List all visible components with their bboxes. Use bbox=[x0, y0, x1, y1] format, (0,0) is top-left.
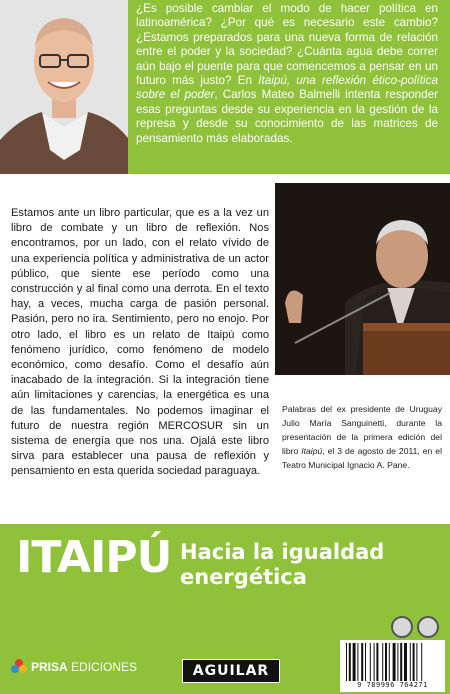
barcode-bars bbox=[344, 643, 441, 681]
caption-book-title: Itaipú bbox=[301, 445, 323, 456]
top-blurb-text-2: , Carlos Mateo Balmelli intenta responder esas preguntas desde su experiencia en la gestión de la represa y desde su conocimiento de las matrices de pensamiento más elaboradas. bbox=[136, 88, 438, 145]
photo-caption bbox=[282, 403, 442, 473]
author-photo bbox=[0, 0, 128, 174]
aguilar-logo: AGUILAR bbox=[182, 659, 280, 683]
prisa-flower-logo-icon bbox=[10, 658, 28, 676]
award-seal-icon bbox=[417, 616, 439, 638]
book-title: ITAIPÚ bbox=[16, 532, 172, 583]
subtitle-line-1: Hacia la igualdad bbox=[180, 540, 385, 564]
prisa-ediciones-logo bbox=[10, 658, 137, 676]
isbn-barcode bbox=[340, 640, 445, 692]
top-blurb-book-title: Itaipú, una reflexión ético-política sobre el poder bbox=[136, 74, 438, 102]
top-blurb-text-1: ¿Es posible cambiar el modo de hacer política en latinoamérica? ¿Por qué es necesario este cambio? ¿Estamos preparados para una nueva forma de relación entre el poder y la sociedad? ¿Cuánta agua debe correr aún bajo el puente para que comencemos a pensar en un futuro más justo? En bbox=[136, 2, 438, 88]
top-blurb bbox=[136, 2, 438, 146]
speech-photo bbox=[275, 183, 450, 375]
barcode-number: 9 789996 764271 bbox=[357, 681, 428, 689]
book-subtitle bbox=[180, 540, 384, 590]
prisa-ediciones-label bbox=[31, 660, 137, 674]
award-seals bbox=[391, 616, 439, 638]
prisa-label-rest: EDICIONES bbox=[67, 660, 138, 674]
main-text: Estamos ante un libro particular, que es a la vez un libro de combate y un libro de reflexión. Nos encontramos, por un lado, con el relato vívido de una experiencia política y administrativa de un actor público, que siente ese período como una construcción y al final como una derrota. En el texto hay, a veces, mucha carga de pasión personal. Pasión, pero no ira. Sentimiento, pero no enojo. Por otro lado, el libro es un relato de Itaipú como fenómeno jurídico, como fenómeno de modelo económico, como desafío. Como el desafío aún inacabado de la integración. Si la integración tiene aún limitaciones y carencias, la energética es una de las fundamentales. No podemos imaginar el futuro de nuestra región MERCOSUR sin un sistema de energía que nos una. Ojalá este libro sirva para establecer una pausa de reflexión y pensamiento en esta querida sociedad paraguaya. bbox=[11, 207, 269, 478]
caption-text-2: , el 3 de agosto de 2011, en el Teatro Municipal Ignacio A. Pane. bbox=[282, 445, 442, 470]
prisa-label-bold: PRISA bbox=[31, 660, 68, 674]
award-seal-icon bbox=[391, 616, 413, 638]
caption-text-1: Palabras del ex presidente de Uruguay Julio María Sanguinetti, durante la presentación de la primera edición del libro bbox=[282, 404, 442, 456]
subtitle-line-2: energética bbox=[180, 565, 307, 589]
